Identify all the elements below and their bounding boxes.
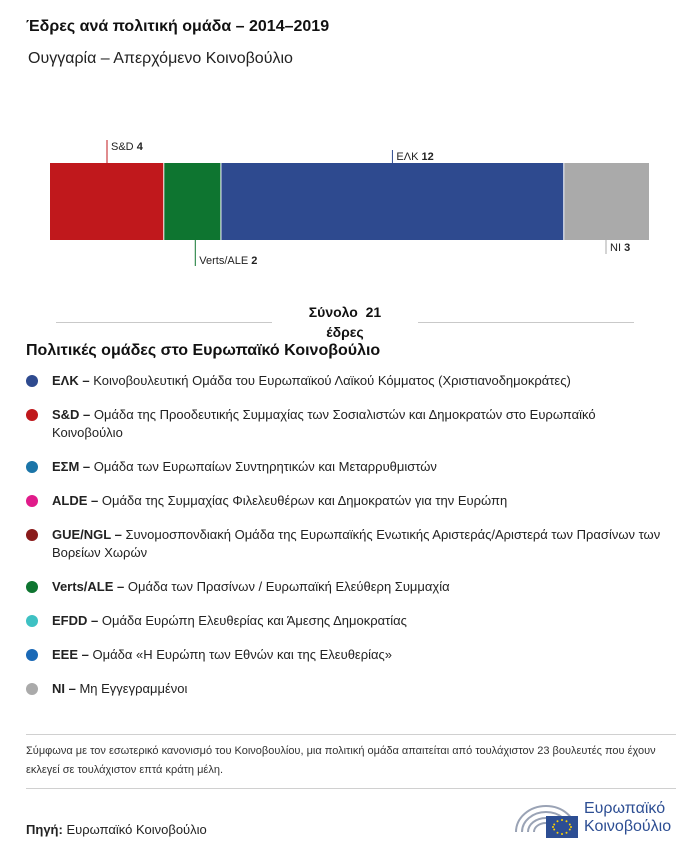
source-value: Ευρωπαϊκό Κοινοβούλιο	[66, 822, 207, 837]
legend-dot-icon	[26, 461, 38, 473]
total-label: Σύνολο	[308, 304, 358, 320]
legend-abbr: EFDD –	[52, 613, 99, 628]
footnote: Σύμφωνα με τον εσωτερικό κανονισμό του Κοινοβουλίου, μια πολιτική ομάδα απαιτείται από τουλάχιστον 23 βουλευτές που έχουν εκλεγεί σε τουλάχιστον επτά κράτη μέλη.	[26, 745, 656, 776]
bar-label: Verts/ALE 2	[199, 255, 258, 267]
legend-abbr: ΕΣΜ –	[52, 459, 91, 474]
bar-label: ΕΛΚ 12	[396, 151, 434, 163]
legend-item	[26, 372, 666, 390]
legend-item	[26, 406, 666, 442]
legend-item	[26, 680, 666, 698]
chart-title: Έδρες ανά πολιτική ομάδα – 2014–2019	[26, 18, 330, 35]
total-unit: έδρες	[326, 324, 364, 340]
legend-dot-icon	[26, 649, 38, 661]
chart-subtitle: Ουγγαρία – Απερχόμενο Κοινοβούλιο	[28, 50, 293, 67]
bar-segment-s-d	[50, 163, 163, 240]
note-rule-top	[26, 734, 676, 735]
legend-desc: Ομάδα «Η Ευρώπη των Εθνών και της Ελευθερίας»	[92, 647, 393, 662]
total-rule-right	[418, 322, 634, 323]
legend-item	[26, 578, 666, 596]
total-value: 21	[365, 304, 382, 320]
legend-dot-icon	[26, 615, 38, 627]
legend-item	[26, 458, 666, 476]
legend-item	[26, 646, 666, 664]
legend-desc: Ομάδα της Προοδευτικής Συμμαχίας των Σοσιαλιστών και Δημοκρατών στο Ευρωπαϊκό Κοινοβούλιο	[52, 407, 596, 440]
total-seats	[272, 302, 418, 342]
legend-item	[26, 526, 666, 562]
legend-item	[26, 612, 666, 630]
bar-label: S&D 4	[111, 141, 143, 153]
total-rule-left	[56, 322, 272, 323]
legend-desc: Συνομοσπονδιακή Ομάδα της Ευρωπαϊκής Ενωτικής Αριστεράς/Αριστερά των Πρασίνων των Βορείων Χωρών	[52, 527, 661, 560]
source	[26, 822, 207, 837]
legend	[26, 372, 666, 714]
legend-desc: Μη Εγγεγραμμένοι	[79, 681, 188, 696]
legend-abbr: NI –	[52, 681, 76, 696]
logo-line-1: Ευρωπαϊκό	[584, 800, 666, 817]
legend-abbr: GUE/NGL –	[52, 527, 122, 542]
bar-segment-ni	[564, 163, 649, 240]
legend-abbr: Verts/ALE –	[52, 579, 125, 594]
legend-abbr: S&D –	[52, 407, 91, 422]
legend-desc: Ομάδα των Ευρωπαίων Συντηρητικών και Μεταρρυθμιστών	[93, 459, 437, 474]
legend-desc: Ομάδα της Συμμαχίας Φιλελευθέρων και Δημοκρατών για την Ευρώπη	[101, 493, 508, 508]
legend-dot-icon	[26, 495, 38, 507]
legend-abbr: ALDE –	[52, 493, 99, 508]
legend-abbr: ΕΕΕ –	[52, 647, 89, 662]
legend-item	[26, 492, 666, 510]
ep-logo	[512, 796, 682, 840]
legend-dot-icon	[26, 683, 38, 695]
legend-dot-icon	[26, 581, 38, 593]
stacked-bar-chart	[0, 130, 700, 280]
bar-segment-ελκ	[221, 163, 563, 240]
logo-line-2: Κοινοβούλιο	[584, 818, 672, 835]
legend-desc: Κοινοβουλευτική Ομάδα του Ευρωπαϊκού Λαϊκού Κόμματος (Χριστιανοδημοκράτες)	[93, 373, 571, 388]
legend-dot-icon	[26, 529, 38, 541]
legend-dot-icon	[26, 409, 38, 421]
bar-label: NI 3	[610, 242, 631, 254]
note-rule-bottom	[26, 788, 676, 789]
hemicycle-flag-icon	[512, 796, 582, 840]
legend-heading: Πολιτικές ομάδες στο Ευρωπαϊκό Κοινοβούλιο	[26, 342, 381, 359]
logo-text	[584, 800, 671, 836]
legend-desc: Ομάδα των Πρασίνων / Ευρωπαϊκή Ελεύθερη Συμμαχία	[127, 579, 450, 594]
legend-abbr: ΕΛΚ –	[52, 373, 90, 388]
legend-dot-icon	[26, 375, 38, 387]
legend-desc: Ομάδα Ευρώπη Ελευθερίας και Άμεσης Δημοκρατίας	[101, 613, 407, 628]
bar-segment-verts-ale	[164, 163, 220, 240]
source-label: Πηγή:	[26, 822, 63, 837]
